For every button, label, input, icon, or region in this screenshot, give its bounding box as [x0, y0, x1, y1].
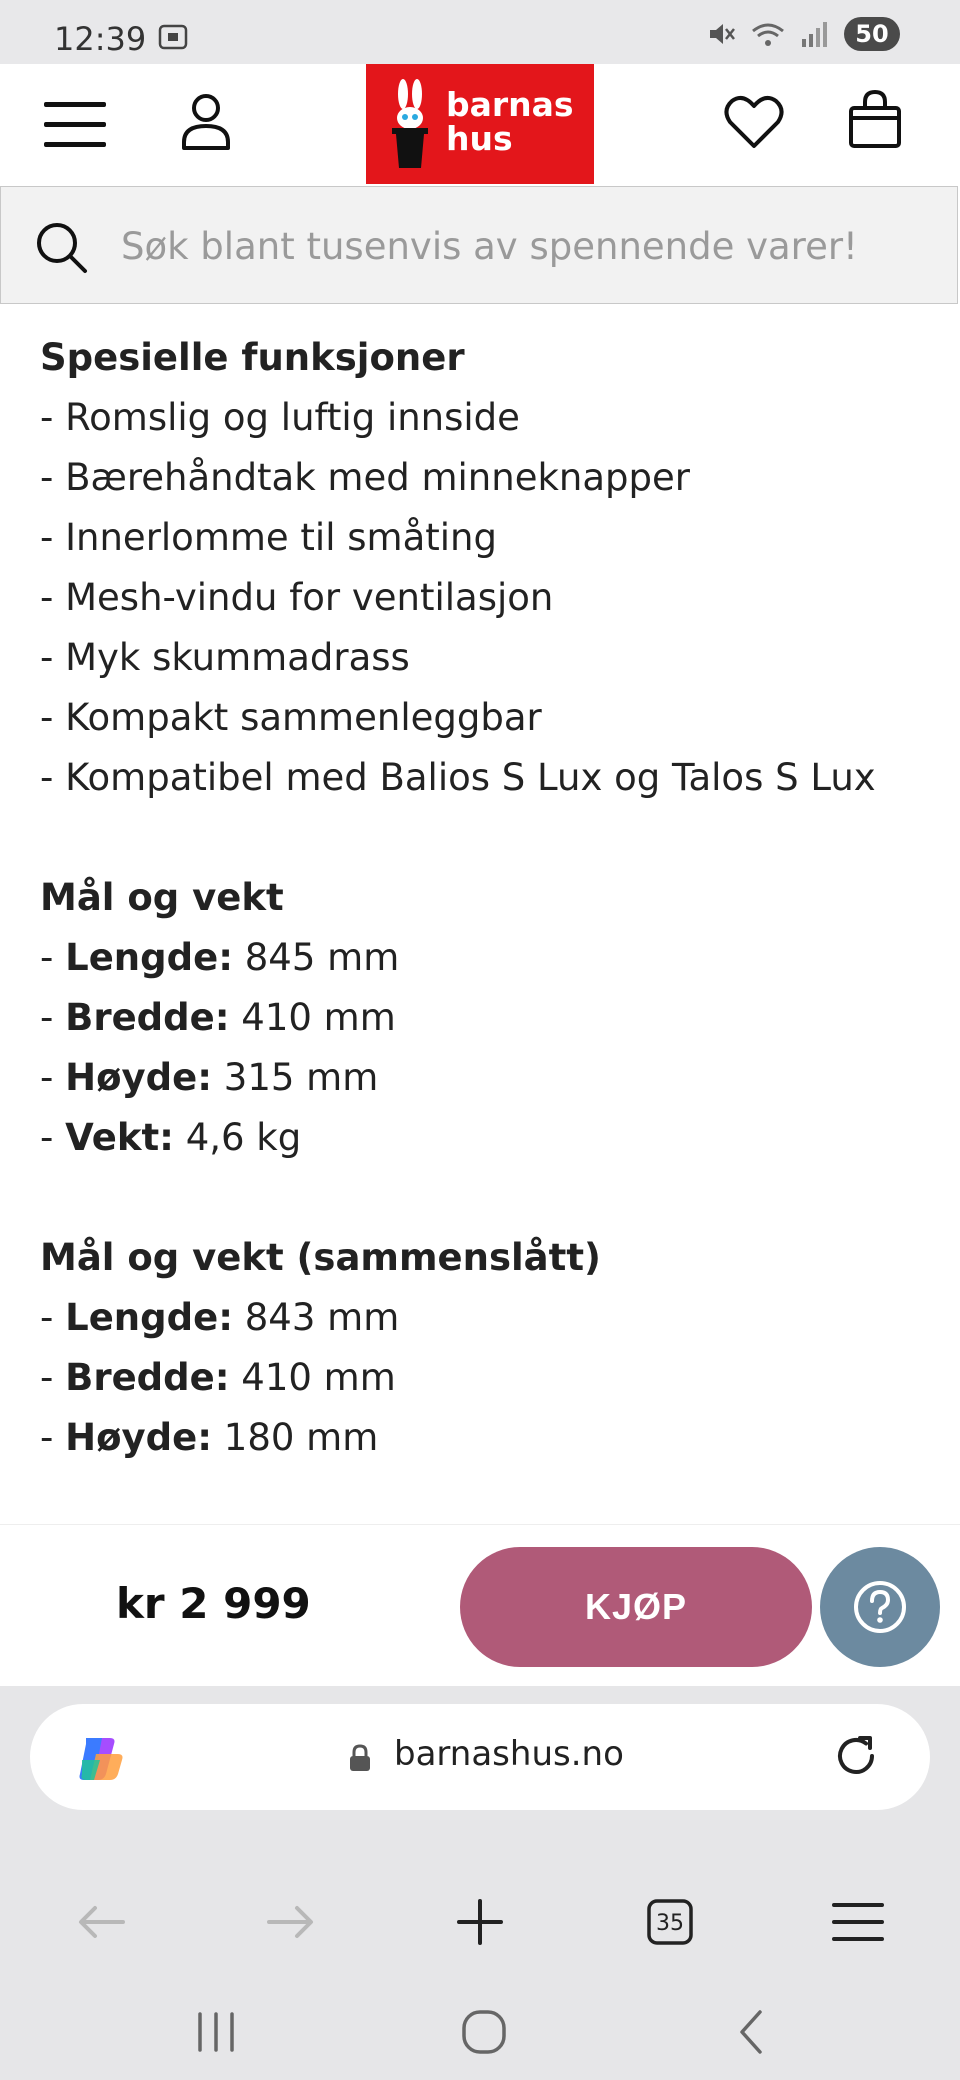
tabs-icon	[645, 1897, 695, 1947]
reload-icon[interactable]	[830, 1730, 882, 1782]
spec-value: 180 mm	[223, 1416, 379, 1459]
address-bar[interactable]	[30, 1704, 930, 1810]
feature-item: - Kompatibel med Balios S Lux og Talos S Lux	[40, 756, 876, 799]
browser-toolbar	[0, 1872, 960, 1972]
status-icons	[706, 18, 900, 50]
site-header	[0, 64, 960, 184]
spec-value: 845 mm	[244, 936, 400, 979]
tab-count: 35	[656, 1911, 684, 1936]
screenshot-icon	[158, 22, 188, 52]
spec-label: Høyde:	[65, 1416, 213, 1459]
search-input[interactable]	[119, 209, 923, 283]
product-description	[40, 328, 920, 1468]
search-icon[interactable]	[35, 221, 89, 275]
tabs-button[interactable]	[640, 1892, 700, 1952]
dimensions-heading: Mål og vekt	[40, 876, 284, 919]
status-time: 12:39	[54, 20, 147, 58]
browser-menu-button[interactable]	[828, 1892, 888, 1952]
arrow-left-icon	[77, 1902, 127, 1942]
spec-value: 410 mm	[241, 996, 396, 1039]
feature-item: - Bærehåndtak med minneknapper	[40, 456, 690, 499]
site-logo[interactable]	[366, 64, 594, 184]
signal-icon	[800, 19, 830, 49]
copilot-icon[interactable]	[72, 1730, 128, 1786]
spec-row: - Lengde: 843 mm	[40, 1296, 400, 1339]
spec-label: Lengde:	[65, 1296, 233, 1339]
back-nav-icon[interactable]	[722, 2004, 782, 2060]
feature-item: - Myk skummadrass	[40, 636, 410, 679]
feature-item: - Romslig og luftig innside	[40, 396, 520, 439]
spec-row: - Høyde: 180 mm	[40, 1416, 379, 1459]
spec-label: Lengde:	[65, 936, 233, 979]
feature-item: - Innerlomme til småting	[40, 516, 497, 559]
purchase-bar	[0, 1524, 960, 1685]
system-navigation-bar	[0, 1986, 960, 2080]
logo-wordmark: barnas hus	[446, 85, 574, 158]
forward-button[interactable]	[260, 1892, 320, 1952]
search-bar	[0, 186, 958, 304]
back-button[interactable]	[72, 1892, 132, 1952]
product-price: kr 2 999	[116, 1579, 311, 1628]
recent-apps-icon[interactable]	[186, 2004, 246, 2060]
features-heading: Spesielle funksjoner	[40, 336, 465, 379]
help-button[interactable]	[820, 1547, 940, 1667]
menu-icon[interactable]	[44, 100, 110, 150]
spec-value: 410 mm	[241, 1356, 396, 1399]
plus-icon	[455, 1897, 505, 1947]
new-tab-button[interactable]	[450, 1892, 510, 1952]
menu-icon	[832, 1901, 884, 1943]
wishlist-heart-icon[interactable]	[724, 94, 784, 150]
mute-icon	[706, 19, 736, 49]
spec-row: - Vekt: 4,6 kg	[40, 1116, 302, 1159]
spec-label: Bredde:	[65, 996, 230, 1039]
wifi-icon	[750, 19, 786, 49]
spec-value: 843 mm	[244, 1296, 400, 1339]
spec-row: - Høyde: 315 mm	[40, 1056, 379, 1099]
spec-label: Bredde:	[65, 1356, 230, 1399]
url-text: barnashus.no	[394, 1734, 624, 1774]
dimensions-folded-heading: Mål og vekt (sammenslått)	[40, 1236, 601, 1279]
spec-row: - Bredde: 410 mm	[40, 996, 396, 1039]
spec-label: Vekt:	[65, 1116, 174, 1159]
spec-row: - Bredde: 410 mm	[40, 1356, 396, 1399]
feature-item: - Kompakt sammenleggbar	[40, 696, 542, 739]
battery-badge: 50	[844, 17, 900, 51]
bunny-hat-logo-icon	[390, 78, 430, 170]
lock-icon	[348, 1744, 372, 1772]
buy-button[interactable]: KJØP	[460, 1547, 812, 1667]
home-icon[interactable]	[454, 2004, 514, 2060]
status-bar	[0, 0, 960, 64]
help-question-icon	[852, 1579, 908, 1635]
account-icon[interactable]	[180, 92, 232, 152]
browser-chrome	[0, 1686, 960, 2080]
spec-value: 315 mm	[223, 1056, 379, 1099]
arrow-right-icon	[265, 1902, 315, 1942]
spec-label: Høyde:	[65, 1056, 213, 1099]
spec-row: - Lengde: 845 mm	[40, 936, 400, 979]
feature-item: - Mesh-vindu for ventilasjon	[40, 576, 554, 619]
spec-value: 4,6 kg	[185, 1116, 302, 1159]
shopping-bag-icon[interactable]	[848, 90, 902, 150]
